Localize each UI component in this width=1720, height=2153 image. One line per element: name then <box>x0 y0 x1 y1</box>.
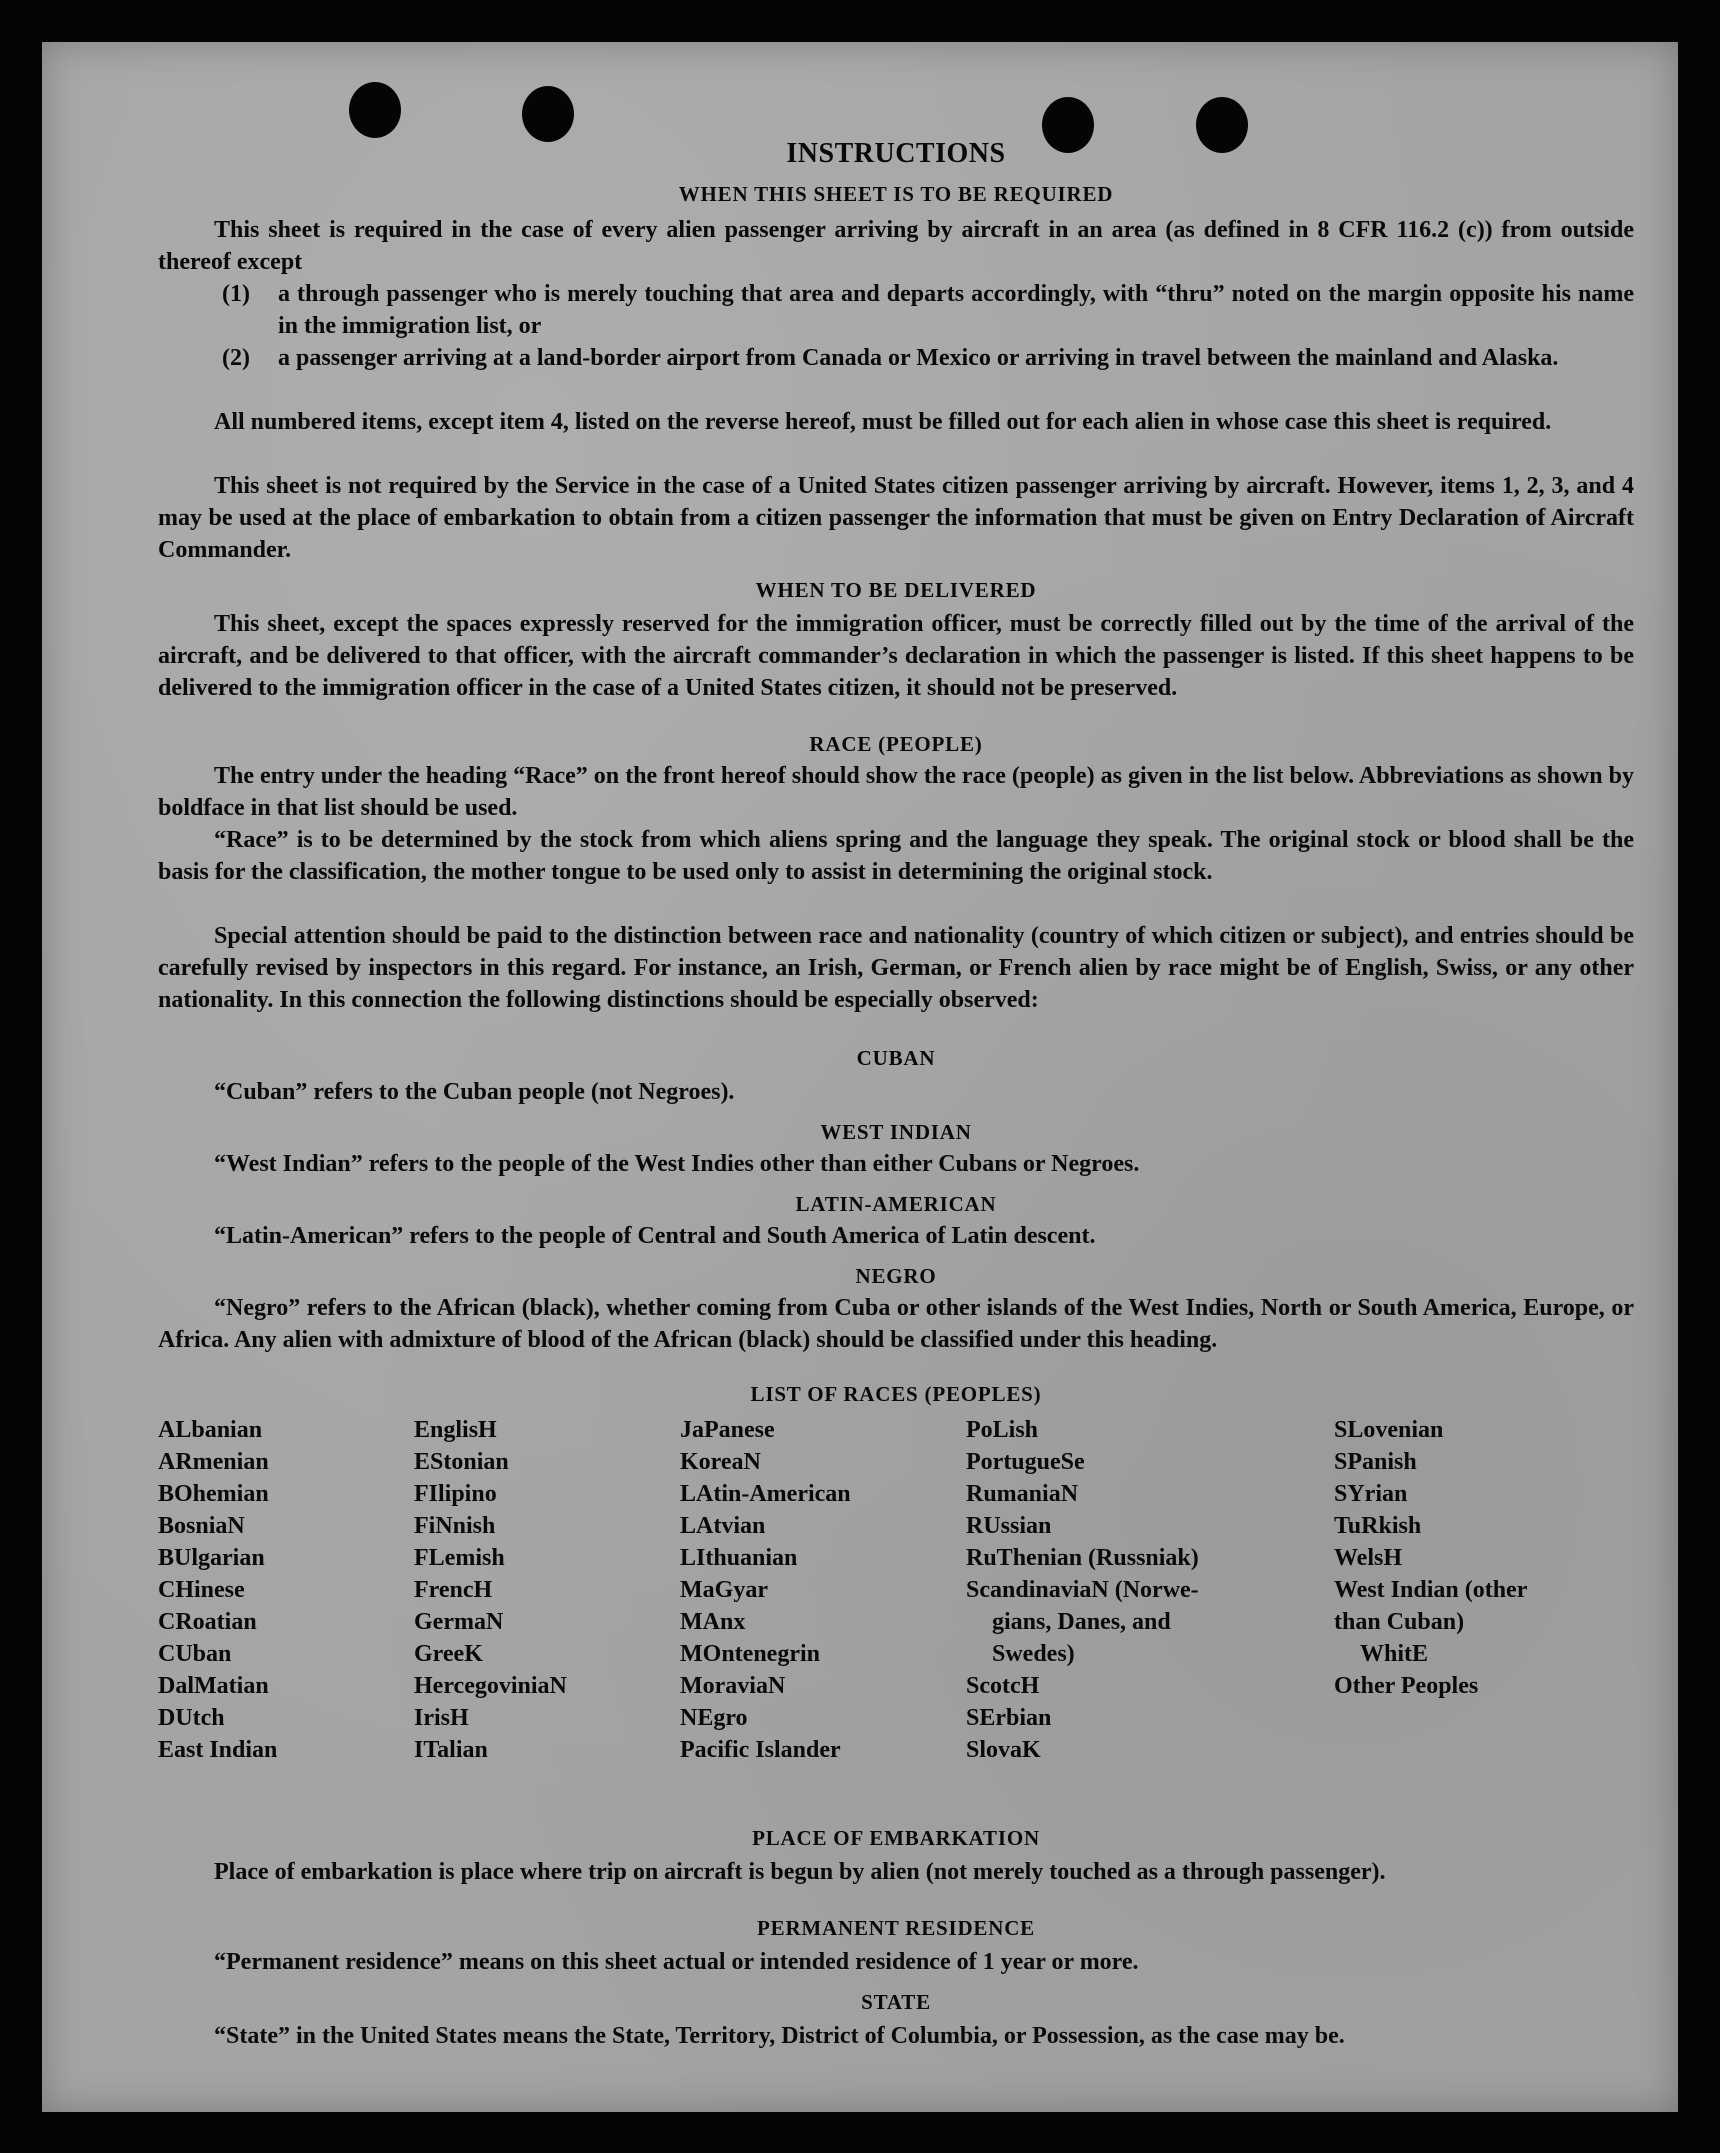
race-entry: ScotcH <box>966 1673 1040 1699</box>
punch-hole <box>522 86 574 142</box>
race-entry: LIthuanian <box>680 1545 798 1571</box>
list-item <box>222 278 1634 342</box>
list-item-text: a through passenger who is merely touching that area and departs accordingly, with “thru” noted on the margin opposite his name in the immigration list, or <box>278 281 1634 339</box>
race-entry: CHinese <box>158 1577 245 1603</box>
race-column <box>1334 1414 1634 1702</box>
race-column <box>158 1414 277 1766</box>
page-title: INSTRUCTIONS <box>786 138 1006 169</box>
race-entry: MAnx <box>680 1609 746 1635</box>
paragraph: “Negro” refers to the African (black), whether coming from Cuba or other islands of the West Indies, North or South America, Europe, or Africa. Any alien with admixture of blood of the African (black) should be classified under this heading. <box>158 1295 1634 1353</box>
race-entry: Other Peoples <box>1334 1673 1479 1699</box>
race-entry: SLovenian <box>1334 1417 1444 1443</box>
race-entry: Pacific Islander <box>680 1737 841 1763</box>
paragraph: “West Indian” refers to the people of the West Indies other than either Cubans or Negroes. <box>214 1151 1140 1177</box>
section-heading: WEST INDIAN <box>820 1120 972 1144</box>
race-entry: EStonian <box>414 1449 509 1475</box>
list-item-number: (2) <box>222 345 250 371</box>
race-entry: ARmenian <box>158 1449 269 1475</box>
race-entry: CRoatian <box>158 1609 257 1635</box>
race-entry: FiNnish <box>414 1513 496 1539</box>
list-item-number: (1) <box>222 281 250 307</box>
section-heading: LATIN-AMERICAN <box>795 1192 997 1216</box>
paragraph: “Race” is to be determined by the stock from which aliens spring and the language they speak. The original stock or blood shall be the basis for the classification, the mother tongue to be used only to assist in determining the original stock. <box>158 827 1634 885</box>
race-entry: DalMatian <box>158 1673 269 1699</box>
race-column <box>966 1414 1266 1766</box>
race-entry: PortugueSe <box>966 1449 1085 1475</box>
race-entry: MaGyar <box>680 1577 768 1603</box>
paragraph: This sheet, except the spaces expressly reserved for the immigration officer, must be correctly filled out by the time of the arrival of the aircraft, and be delivered to that officer, with the aircraft commander’s declaration in which the passenger is listed. If this sheet happens to be delivered to the immigration officer in the case of a United States citizen, it should not be preserved. <box>158 611 1634 701</box>
race-entry: GreeK <box>414 1641 483 1667</box>
race-entry: RUssian <box>966 1513 1052 1539</box>
race-entry: LAtin-American <box>680 1481 851 1507</box>
race-entry: gians, Danes, and <box>992 1609 1171 1635</box>
race-entry: IrisH <box>414 1705 469 1731</box>
race-entry: MOntenegrin <box>680 1641 820 1667</box>
race-entry: ScandinaviaN (Norwe- <box>966 1577 1199 1603</box>
race-entry: MoraviaN <box>680 1673 786 1699</box>
race-column <box>414 1414 567 1766</box>
section-heading: PLACE OF EMBARKATION <box>752 1826 1040 1850</box>
race-entry: HercegoviniaN <box>414 1673 567 1699</box>
paragraph: The entry under the heading “Race” on the front hereof should show the race (people) as given in the list below. Abbreviations as shown by boldface in that list should be used. <box>158 763 1634 821</box>
race-entry: BOhemian <box>158 1481 269 1507</box>
paragraph: “Cuban” refers to the Cuban people (not Negroes). <box>214 1079 735 1105</box>
race-entry: Swedes) <box>992 1641 1075 1667</box>
paragraph: “Latin-American” refers to the people of Central and South America of Latin descent. <box>214 1223 1096 1249</box>
race-entry: ITalian <box>414 1737 488 1763</box>
race-entry: WhitE <box>1360 1641 1429 1667</box>
section-heading: NEGRO <box>855 1264 937 1288</box>
race-entry: FLemish <box>414 1545 505 1571</box>
race-entry: JaPanese <box>680 1417 775 1443</box>
race-entry: WelsH <box>1334 1545 1403 1571</box>
race-entry: West Indian (other <box>1334 1577 1528 1603</box>
race-entry: NEgro <box>680 1705 748 1731</box>
paragraph: “Permanent residence” means on this sheet actual or intended residence of 1 year or more. <box>214 1949 1139 1975</box>
section-heading: WHEN THIS SHEET IS TO BE REQUIRED <box>678 182 1114 206</box>
race-entry: DUtch <box>158 1705 225 1731</box>
paragraph: Place of embarkation is place where trip on aircraft is begun by alien (not merely touched as a through passenger). <box>214 1859 1386 1885</box>
race-entry: SYrian <box>1334 1481 1408 1507</box>
race-entry: TuRkish <box>1334 1513 1422 1539</box>
section-heading: LIST OF RACES (PEOPLES) <box>750 1382 1042 1406</box>
race-entry: than Cuban) <box>1334 1609 1465 1635</box>
race-entry: RuThenian (Russniak) <box>966 1545 1199 1571</box>
race-entry: LAtvian <box>680 1513 766 1539</box>
race-entry: KoreaN <box>680 1449 761 1475</box>
race-entry: RumaniaN <box>966 1481 1079 1507</box>
section-heading: STATE <box>861 1990 931 2014</box>
race-entry: ALbanian <box>158 1417 263 1443</box>
list-item <box>222 342 1634 374</box>
section-heading: PERMANENT RESIDENCE <box>757 1916 1035 1940</box>
list-item-text: a passenger arriving at a land-border airport from Canada or Mexico or arriving in travel between the mainland and Alaska. <box>278 345 1559 371</box>
race-entry: CUban <box>158 1641 232 1667</box>
race-entry: East Indian <box>158 1737 278 1763</box>
paragraph: This sheet is not required by the Service in the case of a United States citizen passenger arriving by aircraft. However, items 1, 2, 3, and 4 may be used at the place of embarkation to obtain from a citizen passenger the information that must be given on Entry Declaration of Aircraft Commander. <box>158 473 1634 563</box>
paragraph: This sheet is required in the case of every alien passenger arriving by aircraft in an area (as defined in 8 CFR 116.2 (c)) from outside thereof except <box>158 217 1634 275</box>
paragraph: “State” in the United States means the State, Territory, District of Columbia, or Possession, as the case may be. <box>214 2023 1345 2049</box>
section-heading: CUBAN <box>856 1046 936 1070</box>
race-column <box>680 1414 851 1766</box>
race-entry: BUlgarian <box>158 1545 265 1571</box>
race-entry: PoLish <box>966 1417 1039 1443</box>
paragraph: Special attention should be paid to the distinction between race and nationality (country of which citizen or subject), and entries should be carefully revised by inspectors in this regard. For instance, an Irish, German, or French alien by race might be of English, Swiss, or any other nationality. In this connection the following distinctions should be especially observed: <box>158 923 1634 1013</box>
document-sheet <box>42 42 1678 2112</box>
paragraph: All numbered items, except item 4, listed on the reverse hereof, must be filled out for each alien in whose case this sheet is required. <box>214 409 1552 435</box>
section-heading: WHEN TO BE DELIVERED <box>755 578 1037 602</box>
race-entry: SlovaK <box>966 1737 1041 1763</box>
race-entry: FIlipino <box>414 1481 497 1507</box>
race-entry: SErbian <box>966 1705 1052 1731</box>
race-entry: BosniaN <box>158 1513 245 1539</box>
race-entry: SPanish <box>1334 1449 1417 1475</box>
punch-hole <box>349 82 401 138</box>
race-entry: EnglisH <box>414 1417 497 1443</box>
race-entry: GermaN <box>414 1609 504 1635</box>
race-entry: FrencH <box>414 1577 493 1603</box>
section-heading: RACE (PEOPLE) <box>809 732 983 756</box>
